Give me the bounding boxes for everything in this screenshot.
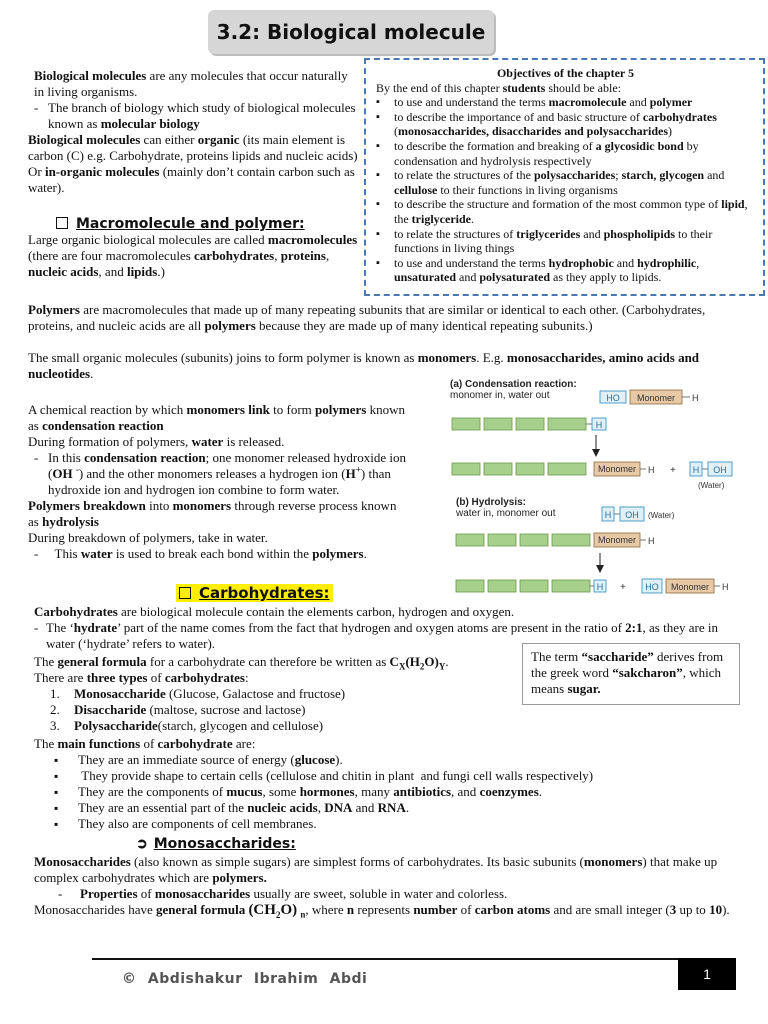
ho-label: HO — [606, 393, 620, 403]
list-item: ▪ They provide shape to certain cells (cellulose and chitin in plant and fungi cell walls respectively) — [34, 768, 750, 784]
arrow-icon: ➲ — [136, 837, 148, 852]
carbohydrates-heading: Carbohydrates: — [176, 585, 333, 602]
reaction-text: A chemical reaction by which monomers link to form polymers known as condensation reaction During formation of polymers, water is released. - In this condensation reaction; one monomer released hydroxide ion (OH -) and the other monomers releases a hydrogen ion (H+) than hydroxide ion and hydrogen ion combine to form water. Polymers breakdown into monomers through reverse process known as hydrolysis During breakdown of polymers, take in water. - This water is used to break each bond within the polymers. — [28, 402, 406, 562]
water-label: (Water) — [698, 481, 725, 490]
h-label: H — [595, 420, 603, 430]
ho-label: HO — [645, 582, 659, 592]
list-item: 1. Monosaccharide (Glucose, Galactose and fructose) — [50, 686, 346, 701]
list-item: ▪ They also are components of cell membranes. — [34, 816, 750, 832]
polymer-chain — [456, 533, 655, 547]
monosaccharides-heading: ➲ Monosaccharides: — [136, 836, 296, 852]
footer-divider — [92, 958, 678, 960]
objectives-title: Objectives of the chapter 5 — [496, 66, 635, 80]
checkbox-square-icon — [179, 587, 191, 599]
list-item: ▪ to use and understand the terms hydrophobic and hydrophilic, unsaturated and polysaturated as they apply to lipids. — [376, 256, 755, 285]
list-item: ▪ They are an essential part of the nucleic acids, DNA and RNA. — [34, 800, 750, 816]
carbohydrates-types: The general formula for a carbohydrate can therefore be written as $C_X(H_2O)_Y$. There are three types of carbohydrates: 1. Monosaccharide (Glucose, Galactose and fructose) 2. Disaccharide (maltose, sucrose and lactose) 3. Polysaccharide(starch, glycogen and cellulose) — [34, 654, 514, 734]
list-item: ▪ They are the components of mucus, some hormones, many antibiotics, and coenzymes. — [34, 784, 750, 800]
polymer-chain — [452, 418, 606, 430]
monomer-label: Monomer — [670, 582, 710, 592]
list-item: 2. Disaccharide (maltose, sucrose and lactose) — [50, 702, 306, 717]
h-label: H — [596, 582, 604, 592]
list-item: ▪ to describe the structure and formation of the most common type of lipid, the triglyceride. — [376, 197, 755, 226]
page-title: 3.2: Biological molecule — [208, 10, 494, 54]
h-label: H — [648, 536, 655, 546]
macro-heading: Macromolecule and polymer: — [28, 216, 358, 232]
hydrolysis-title: (b) Hydrolysis: — [456, 497, 527, 508]
plus-sign: + — [670, 465, 676, 476]
oh-label: OH — [713, 465, 727, 475]
polymers-paragraph: Polymers are macromolecules that made up of many repeating subunits that are similar or identical to each other. (Carbohydrates, proteins, and nucleic acids are all polymers because they are made up of many identical repeating subunits.) The small organic molecules (subunits) joins to form polymer is known as monomers. E.g. monosaccharides, amino acids and nucleotides. — [28, 302, 706, 381]
list-item: 3. Polysaccharide(starch, glycogen and cellulose) — [50, 718, 324, 733]
oh-label: OH — [625, 510, 639, 520]
h-label: H — [692, 393, 699, 403]
carb-types-list — [34, 686, 514, 734]
hydrolysis-subtitle: water in, monomer out — [456, 508, 556, 519]
list-item: ▪ They are an immediate source of energy (glucose). — [34, 752, 750, 768]
h-label: H — [692, 465, 700, 475]
objectives-intro: By the end of this chapter students should be able: — [376, 80, 621, 95]
functions-list — [34, 752, 750, 832]
polymer-chain — [456, 579, 729, 593]
h-label: H — [604, 510, 612, 520]
list-item: ▪ to use and understand the terms macromolecule and polymer — [376, 95, 755, 110]
h-label: H — [722, 582, 729, 592]
condensation-hydrolysis-diagram — [446, 377, 764, 599]
polymer-chain — [452, 462, 732, 490]
checkbox-square-icon — [56, 217, 68, 229]
condensation-title: (a) Condensation reaction: — [450, 379, 577, 390]
list-item: ▪ to describe the importance of and basic structure of carbohydrates (monosaccharides, disaccharides and polysaccharides) — [376, 110, 755, 139]
monomer-label: Monomer — [597, 535, 637, 545]
list-item: ▪ to relate the structures of the polysaccharides; starch, glycogen and cellulose to their functions in living organisms — [376, 168, 755, 197]
objectives-list — [376, 95, 755, 285]
plus-sign: + — [620, 582, 626, 593]
carbohydrates-functions: The main functions of carbohydrate are: ▪ They are an immediate source of energy (glucose). ▪ They provide shape to certain cells (cellulose and chitin in plant and fungi cell walls respectively) ▪ They are the components of mucus, some hormones, many antibiotics, and coenzymes. ▪ They are an essential part of the nucleic acids, DNA and RNA. ▪ They also are components of cell membranes. — [34, 736, 750, 832]
intro-text: Biological molecules are any molecules that occur naturally in living organisms. - The branch of biology which study of biological molecules known as molecular biology Biological molecules can either organic (its main element is carbon (C) e.g. Carbohydrate, proteins lipids and nucleic acids) Or in-organic molecules (mainly don’t contain carbon such as water). Macromolecule and polymer: Large organic biological molecules are called macromolecules (there are four macromolecules carbohydrates, proteins, nucleic acids, and lipids.) — [28, 68, 358, 280]
condensation-subtitle: monomer in, water out — [450, 390, 550, 401]
list-item: ▪ to describe the formation and breaking of a glycosidic bond by condensation and hydrolysis respectively — [376, 139, 755, 168]
objectives-box — [364, 58, 765, 296]
monomer-label: Monomer — [597, 464, 637, 474]
footer-author: © Abdishakur Ibrahim Abdi — [122, 971, 368, 987]
monomer-label: Monomer — [636, 393, 676, 403]
water-label: (Water) — [648, 511, 675, 520]
h-label: H — [648, 465, 655, 475]
saccharide-note: The term “saccharide” derives from the greek word “sakcharon”, which means sugar. — [522, 643, 740, 705]
page-number: 1 — [678, 958, 736, 990]
monosaccharides-body: Monosaccharides (also known as simple sugars) are simplest forms of carbohydrates. Its basic subunits (monomers) that make up complex carbohydrates which are polymers. - Properties of monosaccharides usually are sweet, soluble in water and colorless. Monosaccharides have general formula $(CH_2O)$ $_n$, where n represents number of carbon atoms and are small integer (3 up to 10). — [34, 854, 730, 920]
carbohydrates-body: Carbohydrates are biological molecule contain the elements carbon, hydrogen and oxygen. - The ‘hydrate’ part of the name comes from the fact that hydrogen and oxygen atoms are present in the ratio of 2:1, as they are in water (‘hydrate’ refers to water). — [34, 604, 718, 651]
list-item: ▪ to relate the structures of triglycerides and phospholipids to their functions in living things — [376, 227, 755, 256]
